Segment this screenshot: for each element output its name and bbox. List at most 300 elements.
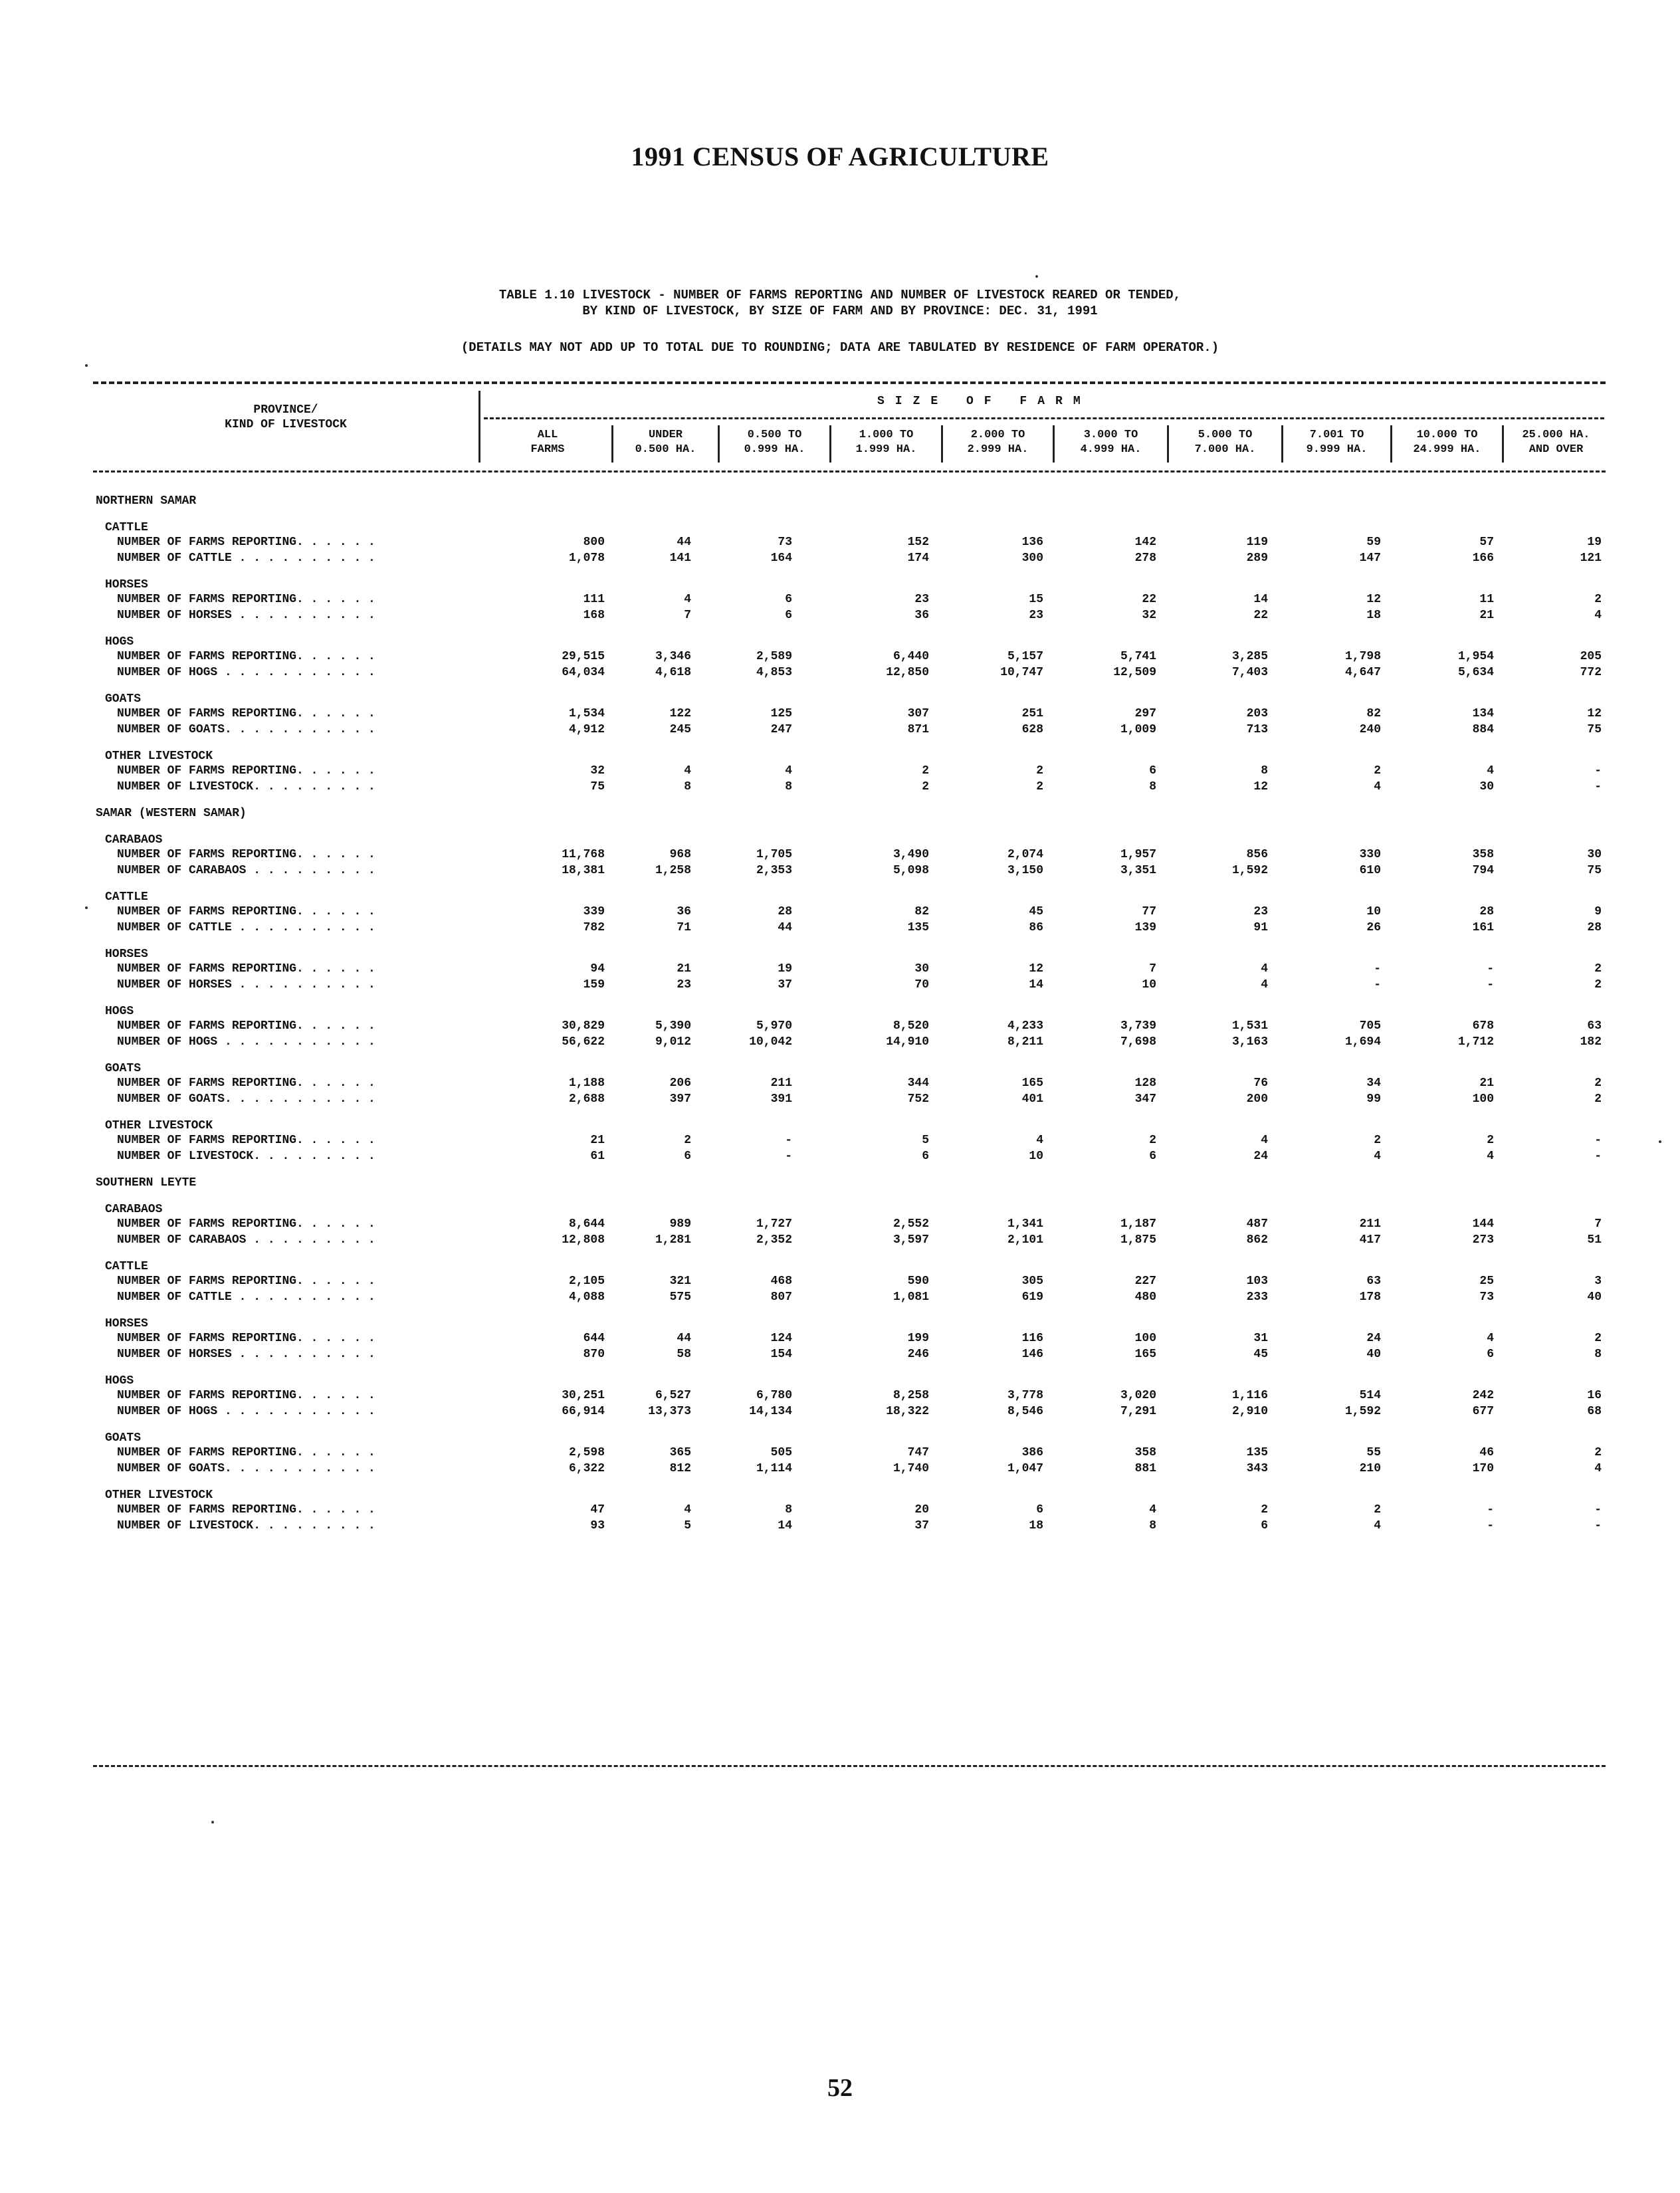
table-cell: 147 [1359,552,1381,565]
table-cell: 4 [1149,1503,1156,1516]
table-cell: - [1487,978,1494,992]
table-cell: 2 [684,1134,691,1147]
table-cell: 800 [583,536,605,549]
table-cell: 968 [669,848,691,861]
table-cell: 6 [1487,1348,1494,1361]
table-cell: 170 [1472,1462,1494,1475]
row-label: NUMBER OF LIVESTOCK. . . . . . . . . [117,1519,375,1532]
table-cell: 20 [914,1503,929,1516]
table-cell: 678 [1472,1019,1494,1033]
header-province-label [166,403,405,432]
table-cell: 2,105 [568,1275,605,1288]
table-cell: 2 [1374,1503,1381,1516]
table-cell: 24 [1253,1150,1268,1163]
table-cell: 12 [1029,962,1043,976]
table-cell: 4 [1594,609,1602,622]
table-cell: 200 [1246,1093,1268,1106]
table-cell: 144 [1472,1217,1494,1231]
table-cell: 164 [770,552,792,565]
table-cell: 14 [778,1519,792,1532]
table-cell: 21 [1479,609,1494,622]
table-cell: 124 [770,1332,792,1345]
table-cell: 18,381 [562,864,605,877]
table-cell: 16 [1587,1389,1602,1402]
table-row [93,921,1615,937]
table-cell: 182 [1580,1035,1602,1049]
table-cell: 8,644 [568,1217,605,1231]
header-bottom-rule [93,470,1606,472]
table-cell: 111 [583,593,605,606]
table-cell: 2,074 [1007,848,1043,861]
table-cell: 2 [1594,1093,1602,1106]
table-cell: 12 [1587,707,1602,720]
table-cell: 71 [677,921,691,934]
column-header-line-1: 1.000 TO [859,429,914,441]
table-cell: 1,740 [892,1462,929,1475]
table-cell: 1,534 [568,707,605,720]
table-cell: 30 [1479,780,1494,793]
table-row [93,1035,1615,1051]
table-cell: 782 [583,921,605,934]
table-cell: 210 [1359,1462,1381,1475]
livestock-kind-heading: CATTLE [105,521,148,534]
table-row [93,666,1615,682]
table-cell: 99 [1366,1093,1381,1106]
table-row [93,1217,1615,1233]
row-label: NUMBER OF HOGS . . . . . . . . . . . [117,666,375,679]
table-cell: 6 [684,1150,691,1163]
table-cell: - [1594,764,1602,778]
table-cell: 2,598 [568,1446,605,1459]
table-cell: 5,634 [1457,666,1494,679]
table-row [93,905,1615,921]
table-cell: 1,081 [892,1291,929,1304]
table-cell: 165 [1134,1348,1156,1361]
column-header-line-2: 24.999 HA. [1413,443,1481,456]
table-cell: 4,618 [655,666,691,679]
table-cell: 989 [669,1217,691,1231]
table-cell: 21 [590,1134,605,1147]
table-cell: 46 [1479,1446,1494,1459]
table-cell: 2 [1594,1446,1602,1459]
table-cell: 807 [770,1291,792,1304]
table-cell: 30 [914,962,929,976]
row-label: NUMBER OF CATTLE . . . . . . . . . . [117,921,375,934]
table-cell: 1,116 [1231,1389,1268,1402]
column-header-line-1: 3.000 TO [1083,429,1138,441]
table-cell: 15 [1029,593,1043,606]
table-cell: 480 [1134,1291,1156,1304]
table-cell: 2,353 [756,864,792,877]
table-row [93,536,1615,552]
scan-speck [1659,1140,1661,1143]
column-header-line-2: 7.000 HA. [1194,443,1256,456]
row-label: NUMBER OF FARMS REPORTING. . . . . . [117,905,375,918]
table-cell: 713 [1246,723,1268,736]
table-cell: 134 [1472,707,1494,720]
header-top-rule [93,381,1606,384]
table-cell: 14 [1029,978,1043,992]
table-cell: 6,440 [892,650,929,663]
table-cell: 12 [1253,780,1268,793]
row-label: NUMBER OF FARMS REPORTING. . . . . . [117,962,375,976]
table-cell: 23 [914,593,929,606]
row-label: NUMBER OF HORSES . . . . . . . . . . [117,978,375,992]
table-cell: 3,597 [892,1233,929,1247]
column-header-line-2: 9.999 HA. [1306,443,1368,456]
table-cell: 4 [1036,1134,1043,1147]
table-cell: 2 [1594,1077,1602,1090]
table-cell: 1,592 [1344,1405,1381,1418]
table-cell: - [1374,978,1381,992]
livestock-kind-heading: HORSES [105,1317,148,1330]
table-row [93,609,1615,625]
table-cell: 14,910 [886,1035,929,1049]
table-cell: 32 [590,764,605,778]
table-cell: 23 [1029,609,1043,622]
table-cell: 154 [770,1348,792,1361]
column-header-line-2: AND OVER [1528,443,1584,456]
table-cell: 347 [1134,1093,1156,1106]
table-cell: 68 [1587,1405,1602,1418]
table-cell: 6 [785,609,792,622]
table-caption-line-2: BY KIND OF LIVESTOCK, BY SIZE OF FARM AND BY PROVINCE: DEC. 31, 1991 [582,304,1098,318]
table-cell: 3,778 [1007,1389,1043,1402]
scan-speck [1035,275,1038,278]
table-cell: - [1594,1503,1602,1516]
row-label: NUMBER OF GOATS. . . . . . . . . . . [117,1093,375,1106]
table-cell: 5,390 [655,1019,691,1033]
table-cell: 141 [669,552,691,565]
table-cell: 12,509 [1113,666,1156,679]
row-label: NUMBER OF FARMS REPORTING. . . . . . [117,593,375,606]
column-header-line-1: 7.001 TO [1309,429,1364,441]
table-cell: 7,698 [1120,1035,1156,1049]
table-cell: 10 [1029,1150,1043,1163]
table-cell: 1,875 [1120,1233,1156,1247]
table-cell: 159 [583,978,605,992]
table-cell: 2 [1594,593,1602,606]
table-cell: 4 [1487,764,1494,778]
table-cell: 6,322 [568,1462,605,1475]
table-cell: 3,020 [1120,1389,1156,1402]
row-label: NUMBER OF FARMS REPORTING. . . . . . [117,1446,375,1459]
table-cell: 58 [677,1348,691,1361]
table-cell: 2 [1374,1134,1381,1147]
table-row [93,650,1615,666]
table-cell: 4 [1261,1134,1268,1147]
table-cell: 575 [669,1291,691,1304]
table-cell: 8 [785,1503,792,1516]
column-header [718,425,829,463]
livestock-kind-heading: OTHER LIVESTOCK [105,750,213,763]
table-cell: 4,233 [1007,1019,1043,1033]
table-cell: 2,688 [568,1093,605,1106]
row-label: NUMBER OF HORSES . . . . . . . . . . [117,609,375,622]
table-cell: 344 [907,1077,929,1090]
table-cell: 32 [1142,609,1156,622]
livestock-kind-heading: GOATS [105,1062,142,1075]
table-cell: 152 [907,536,929,549]
table-cell: 9 [1594,905,1602,918]
table-cell: 4 [684,764,691,778]
table-cell: 12 [1366,593,1381,606]
table-cell: 1,047 [1007,1462,1043,1475]
table-cell: 391 [770,1093,792,1106]
table-cell: 358 [1472,848,1494,861]
table-cell: - [785,1150,792,1163]
table-cell: 881 [1134,1462,1156,1475]
table-cell: 37 [778,978,792,992]
table-cell: 233 [1246,1291,1268,1304]
livestock-kind-heading: CARABAOS [105,833,163,847]
column-header-line-2: 4.999 HA. [1080,443,1142,456]
table-cell: 3,285 [1231,650,1268,663]
table-cell: 3,490 [892,848,929,861]
table-cell: 297 [1134,707,1156,720]
row-label: NUMBER OF FARMS REPORTING. . . . . . [117,764,375,778]
table-cell: 4 [1261,962,1268,976]
column-header [1167,425,1281,463]
table-cell: 628 [1021,723,1043,736]
column-header-line-2: 0.500 HA. [635,443,696,456]
table-row [93,1077,1615,1093]
table-cell: 14 [1253,593,1268,606]
column-header [829,425,941,463]
table-cell: 339 [583,905,605,918]
table-cell: 44 [677,536,691,549]
table-cell: 205 [1580,650,1602,663]
table-cell: 1,957 [1120,848,1156,861]
table-cell: 397 [669,1093,691,1106]
table-cell: 8,211 [1007,1035,1043,1049]
table-cell: 3,739 [1120,1019,1156,1033]
table-cell: 40 [1587,1291,1602,1304]
table-cell: 227 [1134,1275,1156,1288]
table-cell: 7 [1149,962,1156,976]
table-cell: 610 [1359,864,1381,877]
row-label: NUMBER OF FARMS REPORTING. . . . . . [117,1019,375,1033]
table-cell: 6,780 [756,1389,792,1402]
table-cell: 36 [677,905,691,918]
table-cell: 8,546 [1007,1405,1043,1418]
column-header [941,425,1053,463]
table-cell: 812 [669,1462,691,1475]
page-number: 52 [827,2074,853,2102]
table-cell: 30,251 [562,1389,605,1402]
table-cell: - [785,1134,792,1147]
table-cell: 10 [1142,978,1156,992]
table-cell: 29,515 [562,650,605,663]
table-cell: 1,592 [1231,864,1268,877]
table-cell: 211 [770,1077,792,1090]
table-cell: 28 [1479,905,1494,918]
table-cell: 4,912 [568,723,605,736]
row-label: NUMBER OF FARMS REPORTING. . . . . . [117,1077,375,1090]
table-cell: 22 [1142,593,1156,606]
table-cell: 77 [1142,905,1156,918]
row-label: NUMBER OF CARABAOS . . . . . . . . . [117,1233,375,1247]
table-cell: 36 [914,609,929,622]
table-cell: 2 [1036,764,1043,778]
table-cell: 6 [922,1150,929,1163]
table-cell: 91 [1253,921,1268,934]
livestock-kind-heading: CATTLE [105,1260,148,1273]
table-cell: 7,291 [1120,1405,1156,1418]
table-cell: 66,914 [562,1405,605,1418]
table-cell: 1,114 [756,1462,792,1475]
table-cell: 772 [1580,666,1602,679]
table-row [93,1150,1615,1166]
row-label: NUMBER OF FARMS REPORTING. . . . . . [117,707,375,720]
table-row [93,864,1615,880]
table-row [93,1462,1615,1478]
table-cell: 247 [770,723,792,736]
table-cell: 1,188 [568,1077,605,1090]
row-label: NUMBER OF HOGS . . . . . . . . . . . [117,1405,375,1418]
table-cell: 82 [1366,707,1381,720]
table-cell: 73 [778,536,792,549]
table-cell: 8 [1261,764,1268,778]
table-cell: 93 [590,1519,605,1532]
table-cell: 4 [1261,978,1268,992]
table-cell: 8 [1149,1519,1156,1532]
table-cell: 870 [583,1348,605,1361]
header-province-line-2: KIND OF LIVESTOCK [225,418,347,431]
table-cell: 19 [778,962,792,976]
table-row [93,1093,1615,1108]
table-cell: 5,098 [892,864,929,877]
table-cell: 5,741 [1120,650,1156,663]
livestock-kind-heading: HOGS [105,635,134,649]
table-cell: - [1594,1134,1602,1147]
row-label: NUMBER OF FARMS REPORTING. . . . . . [117,1217,375,1231]
table-cell: - [1594,1150,1602,1163]
row-label: NUMBER OF FARMS REPORTING. . . . . . [117,1134,375,1147]
table-cell: 468 [770,1275,792,1288]
table-cell: 7 [684,609,691,622]
table-cell: 128 [1134,1077,1156,1090]
table-cell: 64,034 [562,666,605,679]
table-cell: 18,322 [886,1405,929,1418]
table-cell: 135 [1246,1446,1268,1459]
table-cell: 8,258 [892,1389,929,1402]
table-cell: 178 [1359,1291,1381,1304]
table-cell: 619 [1021,1291,1043,1304]
table-cell: 146 [1021,1348,1043,1361]
size-of-farm-label: SIZE OF FARM [877,395,1091,408]
table-row [93,1389,1615,1405]
table-cell: 321 [669,1275,691,1288]
row-label: NUMBER OF FARMS REPORTING. . . . . . [117,1332,375,1345]
table-row [93,1405,1615,1421]
table-cell: 116 [1021,1332,1043,1345]
table-cell: 119 [1246,536,1268,549]
table-cell: 2 [1036,780,1043,793]
table-cell: 21 [1479,1077,1494,1090]
table-cell: 23 [1253,905,1268,918]
table-cell: 13,373 [648,1405,691,1418]
table-row [93,552,1615,568]
table-cell: 44 [677,1332,691,1345]
table-cell: 1,954 [1457,650,1494,663]
table-cell: 21 [677,962,691,976]
table-cell: 8 [684,780,691,793]
table-cell: 47 [590,1503,605,1516]
table-cell: 199 [907,1332,929,1345]
table-cell: 76 [1253,1077,1268,1090]
column-header-line-1: 0.500 TO [747,429,802,441]
livestock-kind-heading: GOATS [105,1431,142,1445]
table-cell: 7 [1594,1217,1602,1231]
table-cell: 330 [1359,848,1381,861]
row-label: NUMBER OF FARMS REPORTING. . . . . . [117,1503,375,1516]
table-cell: 19 [1587,536,1602,549]
column-header [484,425,611,463]
row-label: NUMBER OF FARMS REPORTING. . . . . . [117,536,375,549]
column-header-line-1: 10.000 TO [1416,429,1478,441]
table-cell: 45 [1029,905,1043,918]
column-header-line-1: UNDER [648,429,682,441]
table-cell: 4,853 [756,666,792,679]
row-label: NUMBER OF FARMS REPORTING. . . . . . [117,650,375,663]
column-header [1502,425,1608,463]
table-row [93,1348,1615,1364]
table-cell: 1,078 [568,552,605,565]
table-cell: 6 [1149,764,1156,778]
table-cell: 794 [1472,864,1494,877]
table-cell: 142 [1134,536,1156,549]
table-cell: 75 [1587,864,1602,877]
table-cell: 2,352 [756,1233,792,1247]
table-cell: 100 [1134,1332,1156,1345]
row-label: NUMBER OF LIVESTOCK. . . . . . . . . [117,1150,375,1163]
table-cell: 365 [669,1446,691,1459]
table-cell: 358 [1134,1446,1156,1459]
table-cell: 3,163 [1231,1035,1268,1049]
table-cell: 2,910 [1231,1405,1268,1418]
table-cell: 37 [914,1519,929,1532]
livestock-kind-heading: CATTLE [105,890,148,904]
table-cell: 56,622 [562,1035,605,1049]
table-cell: 103 [1246,1275,1268,1288]
table-row [93,1275,1615,1291]
table-cell: 125 [770,707,792,720]
livestock-kind-heading: HORSES [105,578,148,591]
livestock-kind-heading: OTHER LIVESTOCK [105,1119,213,1132]
livestock-kind-heading: HORSES [105,948,148,961]
size-of-farm-rule [484,417,1604,419]
table-cell: 8 [1594,1348,1602,1361]
table-cell: 34 [1366,1077,1381,1090]
row-label: NUMBER OF GOATS. . . . . . . . . . . [117,1462,375,1475]
table-cell: 63 [1366,1275,1381,1288]
table-cell: 8 [1149,780,1156,793]
table-cell: 2 [1149,1134,1156,1147]
table-cell: 4 [1374,780,1381,793]
table-cell: 28 [778,905,792,918]
table-cell: 2 [1261,1503,1268,1516]
table-cell: 747 [907,1446,929,1459]
table-cell: 251 [1021,707,1043,720]
table-cell: 30,829 [562,1019,605,1033]
table-cell: 343 [1246,1462,1268,1475]
scan-speck [85,906,88,909]
header-province-line-1: PROVINCE/ [253,403,318,417]
table-cell: 2 [922,780,929,793]
table-row [93,962,1615,978]
table-cell: 6 [785,593,792,606]
